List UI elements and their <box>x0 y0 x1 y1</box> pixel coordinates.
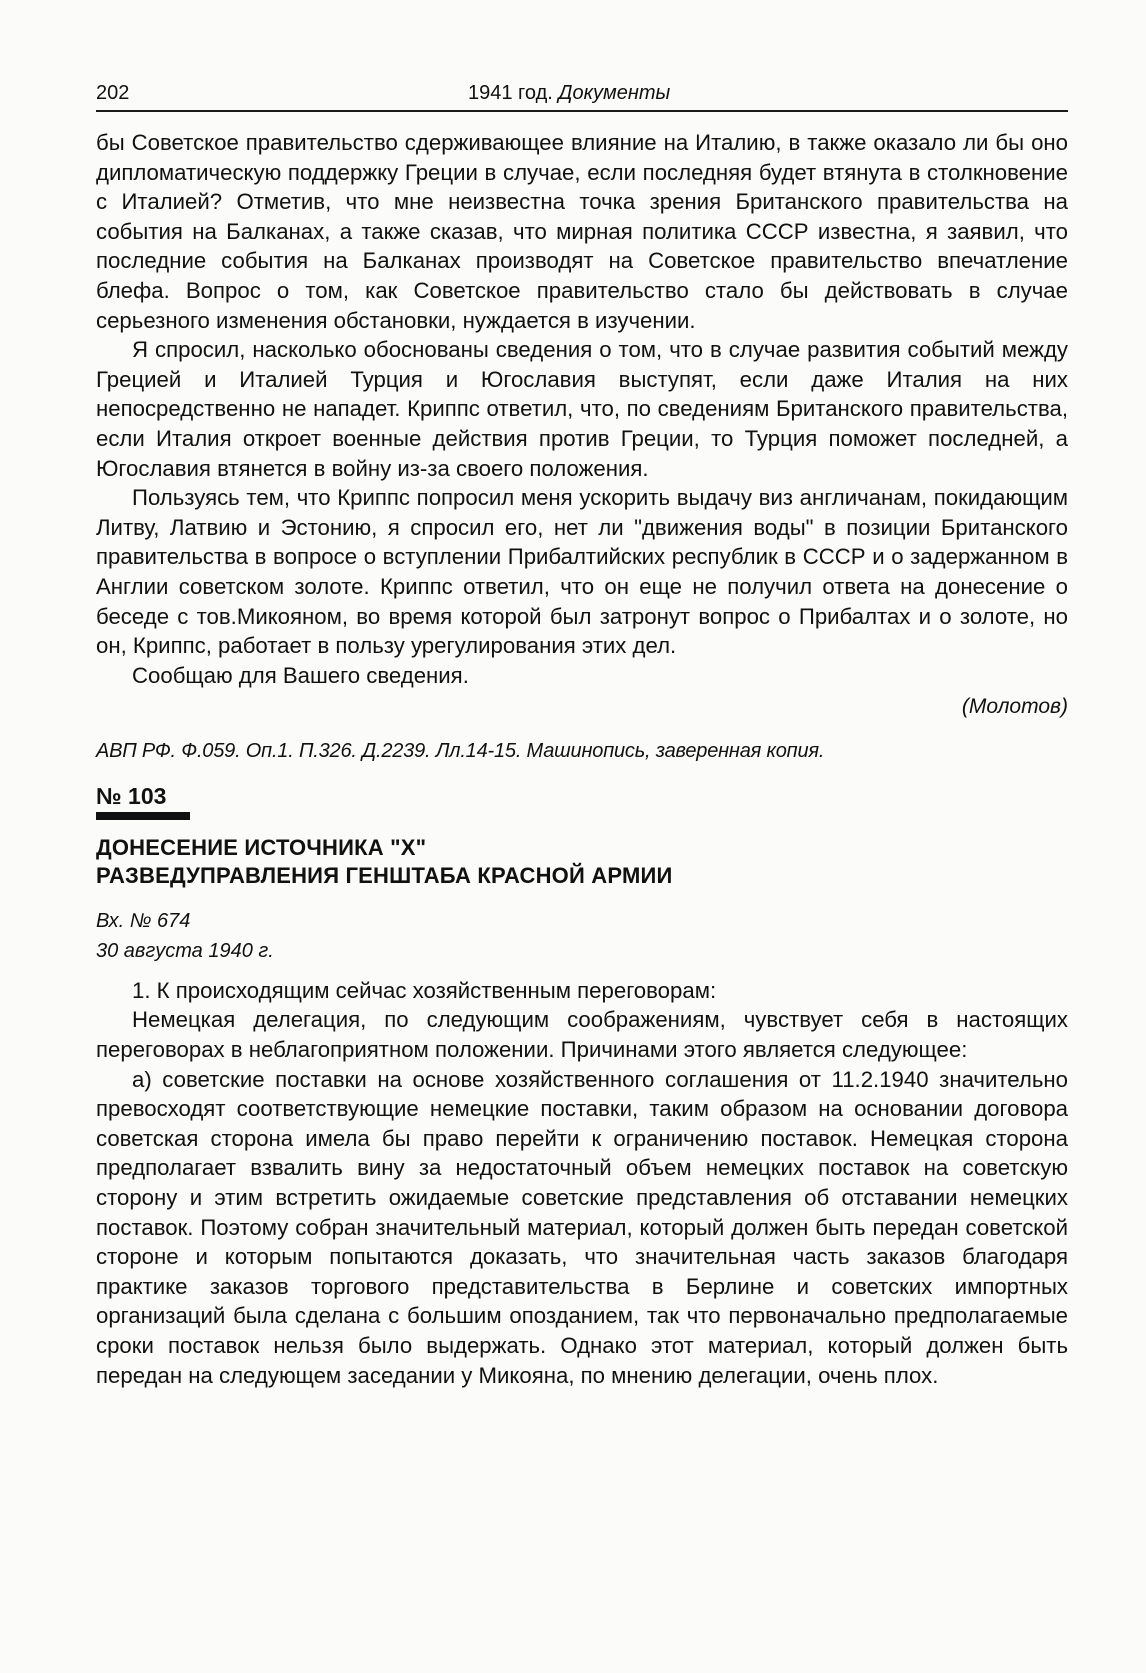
running-title-year: 1941 год. <box>468 82 553 104</box>
paragraph: 1. К происходящим сейчас хозяйственным переговорам: <box>132 977 717 1003</box>
document-date: 30 августа 1940 г. <box>96 939 274 962</box>
letter-body <box>96 128 1068 722</box>
document-page <box>96 78 1068 1390</box>
document-number: № 103 <box>96 783 1068 820</box>
incoming-number: Вх. № 674 <box>96 909 191 932</box>
signature: (Молотов) <box>961 695 1068 719</box>
paragraph: Немецкая делегация, по следующим соображениям, чувствует себя в настоящих переговорах в неблагоприятном положении. Причинами этого является следующее: <box>96 1007 1068 1063</box>
archive-reference: АВП РФ. Ф.059. Оп.1. П.326. Д.2239. Лл.14-15. Машинопись, заверенная копия. <box>96 739 825 762</box>
paragraph: а) советские поставки на основе хозяйственного соглашения от 11.2.1940 значительно превосходят соответствующие немецкие поставки, таким образом на основании договора советская сторона имела бы право перейти к ограничению поставок. Немецкая сторона предполагает взвалить вину за недостаточный объем немецких поставок на советскую сторону и этим встретить ожидаемые советские представления об отставании немецких поставок. Поэтому собран значительный материал, который должен быть передан советской стороне и которым попытаются доказать, что значительная часть заказов благодаря практике заказов торгового представительства в Берлине и советских импортных организаций была сделана с большим опозданием, так что первоначально предполагаемые сроки поставок нельзя было выдержать. Однако этот материал, который должен быть передан на следующем заседании у Микояна, по мнению делегации, очень плох. <box>96 1066 1068 1388</box>
running-title-section: Документы <box>558 82 671 104</box>
document-meta <box>96 906 1068 966</box>
paragraph: Сообщаю для Вашего сведения. <box>132 662 469 688</box>
running-title <box>468 82 670 105</box>
report-body <box>96 976 1068 1390</box>
document-heading <box>96 834 1068 890</box>
page-number: 202 <box>96 82 130 104</box>
paragraph: бы Советское правительство сдерживающее влияние на Италию, в также оказало ли бы оно дипломатическую поддержку Греции в случае, если последняя будет втянута в столкновение с Италией? Отметив, что мне неизвестна точка зрения Британского правительства на события на Балканах, а также сказав, что мирная политика СССР известна, я заявил, что последние события на Балканах производят на Советское правительство впечатление блефа. Вопрос о том, как Советское правительство стало бы действовать в случае серьезного изменения обстановки, нуждается в изучении. <box>96 130 1068 333</box>
document-heading-line: РАЗВЕДУПРАВЛЕНИЯ ГЕНШТАБА КРАСНОЙ АРМИИ <box>96 862 673 888</box>
paragraph: Пользуясь тем, что Криппс попросил меня ускорить выдачу виз англичанам, покидающим Литву, Латвию и Эстонию, я спросил его, нет ли "движения воды" в позиции Британского правительства в вопросе о вступлении Прибалтийских республик в СССР и о задержанном в Англии советском золоте. Криппс ответил, что он еще не получил ответа на донесение о беседе с тов.Микояном, во время которой был затронут вопрос о Прибалтах и о золоте, но он, Криппс, работает в пользу урегулирования этих дел. <box>96 485 1068 659</box>
paragraph: Я спросил, насколько обоснованы сведения о том, что в случае развития событий между Грецией и Италией Турция и Югославия выступят, если даже Италия на них непосредственно не нападет. Криппс ответил, что, по сведениям Британского правительства, если Италия откроет военные действия против Греции, то Турция поможет последней, а Югославия втянется в войну из-за своего положения. <box>96 337 1068 481</box>
running-head <box>96 78 1068 112</box>
document-heading-line: ДОНЕСЕНИЕ ИСТОЧНИКА "Х" <box>96 834 427 860</box>
